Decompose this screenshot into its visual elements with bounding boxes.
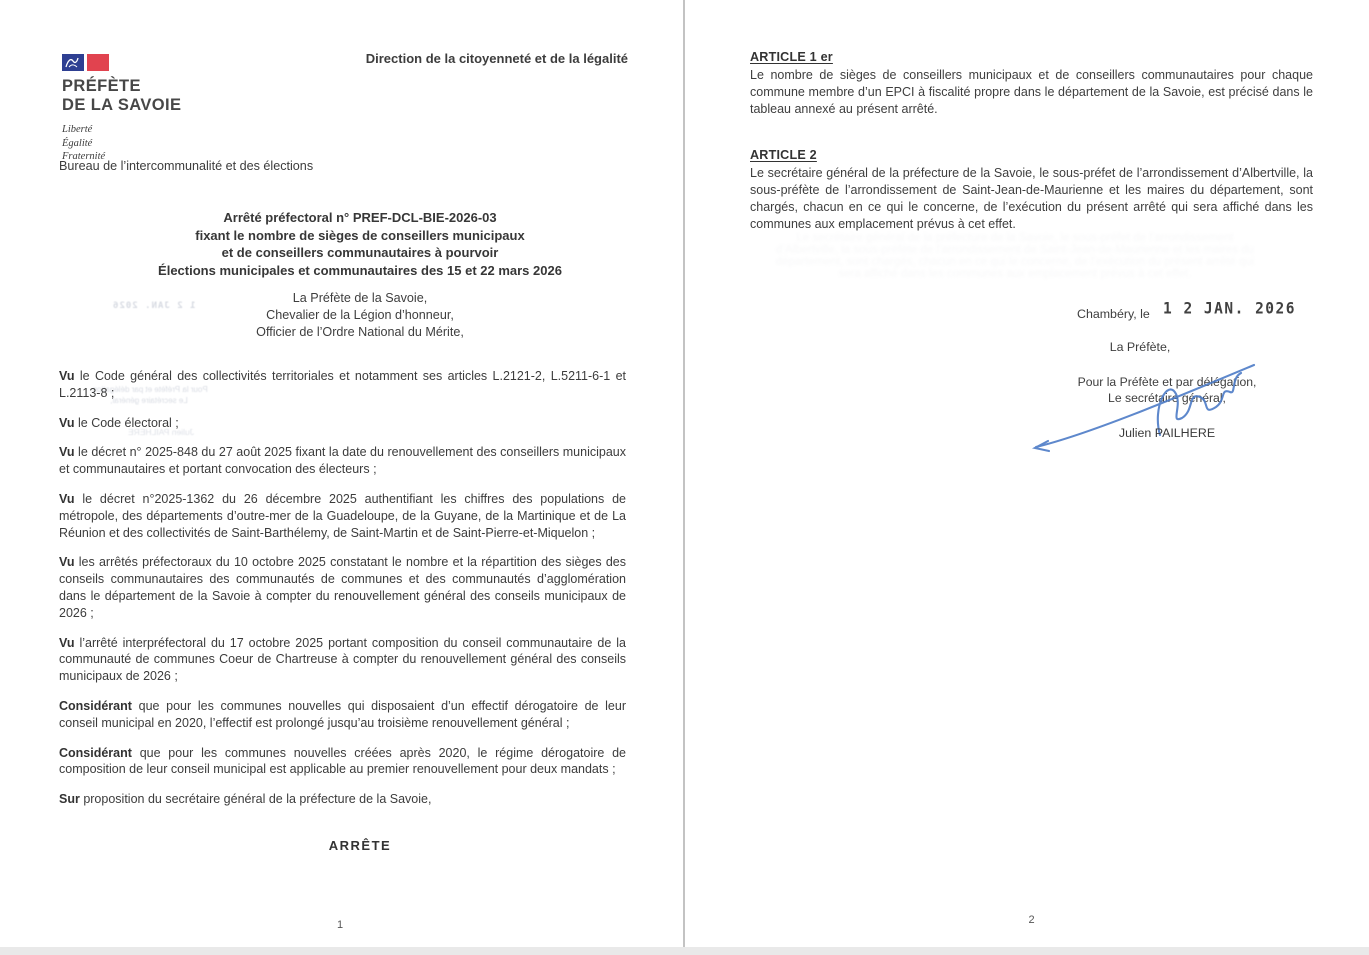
page-divider	[683, 0, 685, 947]
logo-title	[62, 77, 181, 115]
handwritten-signature	[1030, 352, 1280, 457]
recital-paragraph	[59, 444, 626, 478]
motto-fraternite: Fraternité	[62, 151, 106, 162]
logo-motto	[62, 123, 181, 164]
recital-paragraph	[59, 554, 626, 621]
ghost-date-stamp: 1 2 JAN. 2026	[112, 301, 196, 311]
delegation-line1: Pour la Préfète et par délégation,	[1077, 375, 1257, 389]
recital-text: le Code électoral ;	[74, 415, 179, 430]
recital-text: le Code général des collectivités territoriales et notamment ses articles L.2121-2, L.5211-6-1 et L.2113-8 ;	[59, 369, 626, 400]
direction-header: Direction de la citoyenneté et de la légalité	[365, 51, 628, 66]
recital-text: l’arrêté interpréfectoral du 17 octobre 2025 portant composition du conseil communautaire de la communauté de communes Coeur de Chartreuse à compter du renouvellement général des conseils municipaux de 2026 ;	[59, 635, 626, 684]
decree-title	[60, 209, 660, 279]
authority-line2: Chevalier de la Légion d’honneur,	[266, 308, 454, 322]
recital-lead: Considérant	[59, 745, 132, 760]
recital-text: proposition du secrétaire général de la préfecture de la Savoie,	[79, 792, 432, 807]
recital-paragraph	[59, 415, 626, 432]
recital-lead: Vu	[59, 445, 75, 460]
authority-block	[60, 290, 660, 341]
bureau-line: Bureau de l’intercommunalité et des élections	[59, 159, 314, 173]
recital-text: le décret n°2025-1362 du 26 décembre 2025 authentifiant les chiffres des populations de métropole, des départements d’outre-mer de la Guadeloupe, de la Guyane, de la Martinique et de La Réunion et des collectivités de Saint-Barthélemy, de Saint-Martin et de Saint-Pierre-et-Miquelon ;	[59, 491, 626, 540]
recital-lead: Sur	[59, 792, 80, 807]
flag-blue-marianne-icon	[62, 54, 84, 71]
ghost-delegation-line1: Pour la Préfète et par délégation,	[90, 385, 208, 394]
recital-text: les arrêtés préfectoraux du 10 octobre 2025 constatant le nombre et la répartition des sièges des conseils communautaires des communautés de communes et des communautés d’agglomération dans le département de la Savoie à compter du renouvellement général des conseils municipaux de 2026 ;	[59, 555, 626, 620]
ghost-signatory-name: Julien PAILHERE	[128, 427, 194, 437]
recital-text: le décret n° 2025-848 du 27 août 2025 fixant la date du renouvellement des conseillers municipaux et communautaires et portant convocation des électeurs ;	[59, 445, 626, 477]
recital-lead: Vu	[59, 491, 75, 506]
recitals-block	[59, 368, 626, 821]
recital-paragraph	[59, 698, 626, 732]
recital-lead: Vu	[59, 415, 75, 430]
recital-lead: Considérant	[59, 698, 132, 713]
recital-paragraph	[59, 791, 626, 808]
decree-title-line4: Élections municipales et communautaires des 15 et 22 mars 2026	[158, 262, 562, 278]
decree-title-line3: et de conseillers communautaires à pourvoir	[221, 245, 499, 260]
place-date-label: Chambéry, le	[1077, 307, 1150, 321]
document-page-2	[685, 0, 1369, 947]
signatory-name: Julien PAILHERE	[1118, 426, 1216, 440]
prefecture-logo	[62, 54, 181, 164]
ghost-delegation-line2: Le secrétaire général,	[110, 395, 188, 405]
recital-paragraph	[59, 635, 626, 685]
decree-title-line2: fixant le nombre de sièges de conseillers municipaux	[195, 227, 525, 243]
authority-line3: Officier de l’Ordre National du Mérite,	[256, 325, 464, 339]
logo-title-line2: DE LA SAVOIE	[62, 96, 182, 114]
recital-lead: Vu	[59, 555, 75, 570]
flag-red-icon	[87, 54, 109, 71]
ghost-smudge-line: Le secrétaire général de la préfecture de la Savoie, le sous-préfet de l’arrondissement d’Albertville, la sous-préfète de l’arrondissement de Saint-Jean-de-Maurienne et les maires du département, sont chargés, chacun en ce qui le concerne, de l’exécution du présent arrêté qui sera affiché dans les communes aux emplacement prévus à cet effet.	[775, 232, 1255, 280]
delegation-line2: Le secrétaire général,	[1108, 391, 1226, 405]
article-1-body: Le nombre de sièges de conseillers municipaux et de conseillers communautaires pour chaque commune membre d’un EPCI à fiscalité propre dans le département de la Savoie, est précisé dans le tableau annexé au présent arrêté.	[750, 68, 1313, 116]
recital-paragraph	[59, 491, 626, 541]
recital-paragraph	[59, 368, 626, 402]
motto-egalite: Égalité	[62, 137, 93, 149]
article-2-heading: ARTICLE 2	[750, 148, 817, 162]
motto-liberte: Liberté	[62, 124, 93, 135]
recital-text: que pour les communes nouvelles qui disposaient d’un effectif dérogatoire de leur conseil municipal en 2020, l’effectif est prolongé jusqu’au troisième renouvellement général ;	[59, 698, 626, 730]
document-page-1	[0, 0, 683, 947]
date-stamp: 1 2 JAN. 2026	[1163, 300, 1296, 318]
recital-lead: Vu	[59, 369, 75, 383]
article-2-body: Le secrétaire général de la préfecture de la Savoie, le sous-préfet de l’arrondissement d’Albertville, la sous-préfète de l’arrondissement de Saint-Jean-de-Maurienne et les maires du département, sont chargés, chacun en ce qui le concerne, de l’exécution du présent arrêté qui sera affiché dans les communes aux emplacement prévus à cet effet.	[750, 166, 1313, 231]
page-number-2: 2	[1028, 914, 1035, 926]
page-number-1: 1	[336, 919, 344, 931]
logo-title-line1: PRÉFÈTE	[62, 77, 141, 95]
french-flag-icon	[62, 54, 181, 71]
decree-title-line1: Arrêté préfectoral n° PREF-DCL-BIE-2026-03	[223, 210, 497, 225]
authority-line1: La Préfète de la Savoie,	[292, 291, 428, 305]
recital-lead: Vu	[59, 635, 75, 650]
recital-paragraph	[59, 745, 626, 779]
arrete-heading: ARRÊTE	[328, 838, 392, 853]
signatory-title: La Préfète,	[1109, 340, 1171, 354]
recital-text: que pour les communes nouvelles créées après 2020, le régime dérogatoire de composition de leur conseil municipal est applicable au premier renouvellement pour deux mandats ;	[59, 745, 626, 777]
viewer-bottom-strip	[0, 947, 1369, 955]
article-1-heading: ARTICLE 1 er	[750, 50, 833, 64]
